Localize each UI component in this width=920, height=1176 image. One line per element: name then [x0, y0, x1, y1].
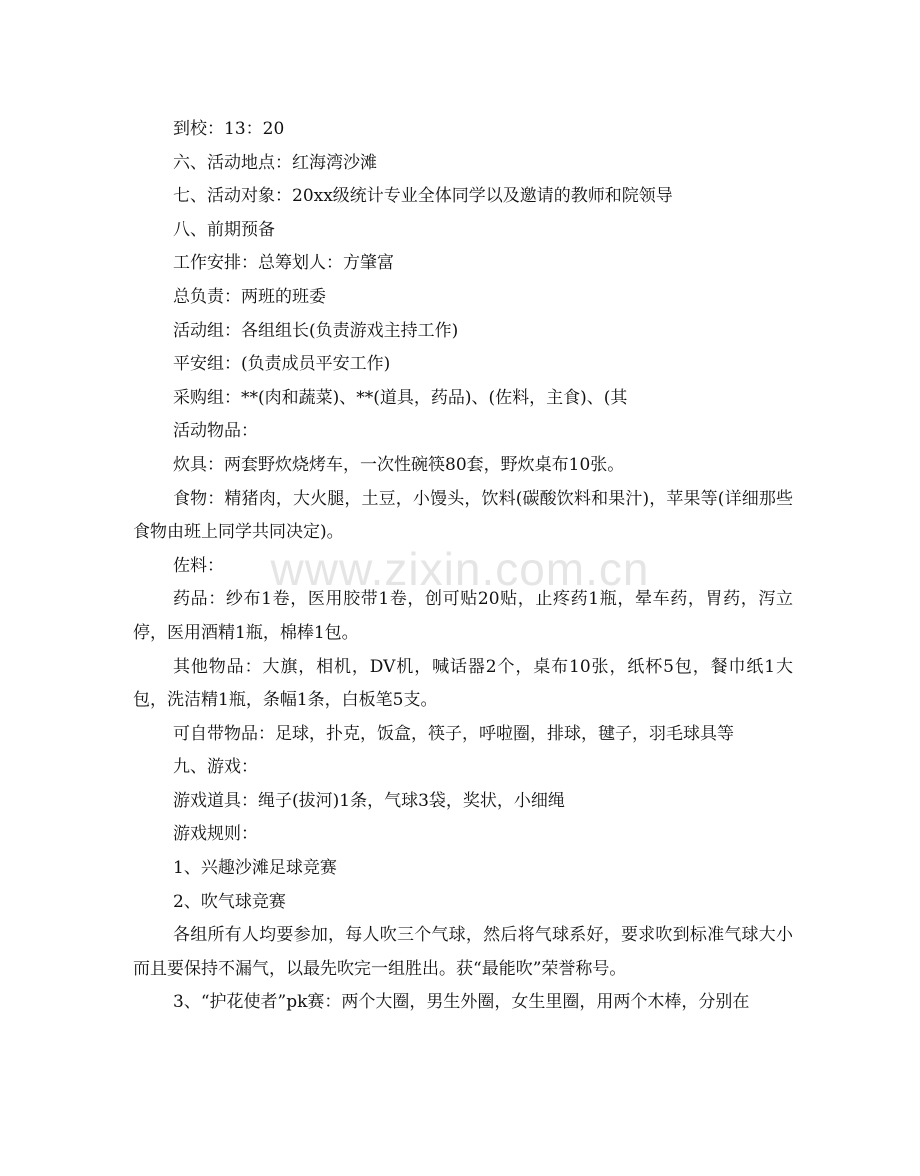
paragraph-games-heading: 九、游戏： — [173, 757, 258, 778]
paragraph-game-props: 游戏道具：绳子(拔河)1条，气球3袋，奖状，小细绳 — [173, 790, 565, 811]
paragraph-purchase-group: 采购组：**(肉和蔬菜)、**(道具，药品)、(佐料，主食)、(其 — [173, 387, 628, 408]
paragraph-preparation-heading: 八、前期预备 — [173, 219, 275, 240]
paragraph-other-items: 其他物品：大旗，相机，DV机，喊话器2个，桌布10张，纸杯5包，餐巾纸1大包，洗洁精1瓶，条幅1条，白板笔5支。 — [133, 656, 793, 711]
paragraph-food: 食物：精猪肉，大火腿，土豆，小馒头，饮料(碳酸饮料和果汁)，苹果等(详细那些食物由班上同学共同决定)。 — [133, 488, 793, 543]
paragraph-arrival-time: 到校：13：20 — [173, 119, 285, 139]
paragraph-safety-group: 平安组：(负责成员平安工作) — [173, 354, 391, 375]
paragraph-game-rules: 游戏规则： — [173, 824, 258, 845]
paragraph-game-3: 3、“护花使者”pk赛：两个大圈，男生外圈，女生里圈，用两个木棒，分别在 — [173, 992, 750, 1013]
paragraph-general-manager: 总负责：两班的班委 — [173, 286, 326, 307]
paragraph-game-1: 1、兴趣沙滩足球竞赛 — [173, 858, 337, 879]
paragraph-optional-items: 可自带物品：足球，扑克，饭盒，筷子，呼啦圈，排球，毽子，羽毛球具等 — [173, 723, 734, 744]
paragraph-medicine: 药品：纱布1卷，医用胶带1卷，创可贴20贴，止疼药1瓶，晕车药，胃药，泻立停，医用酒精1瓶，棉棒1包。 — [133, 589, 793, 643]
paragraph-work-arrangement: 工作安排：总筹划人：方肇富 — [173, 253, 394, 274]
document-body — [133, 113, 793, 1020]
paragraph-seasoning: 佐料： — [173, 555, 224, 576]
paragraph-game-2: 2、吹气球竞赛 — [173, 891, 286, 912]
paragraph-cookware: 炊具：两套野炊烧烤车，一次性碗筷80套，野炊桌布10张。 — [173, 454, 625, 475]
paragraph-game-2-detail: 各组所有人均要参加，每人吹三个气球，然后将气球系好，要求吹到标准气球大小而且要保持不漏气，以最先吹完一组胜出。获“最能吹”荣誉称号。 — [133, 925, 793, 979]
paragraph-location: 六、活动地点：红海湾沙滩 — [173, 152, 377, 173]
watermark-text: www.zixin.com.cn — [270, 543, 650, 595]
paragraph-activity-group: 活动组：各组组长(负责游戏主持工作) — [173, 320, 459, 341]
paragraph-supplies-heading: 活动物品： — [173, 421, 258, 442]
paragraph-participants: 七、活动对象：20xx级统计专业全体同学以及邀请的教师和院领导 — [173, 186, 673, 207]
